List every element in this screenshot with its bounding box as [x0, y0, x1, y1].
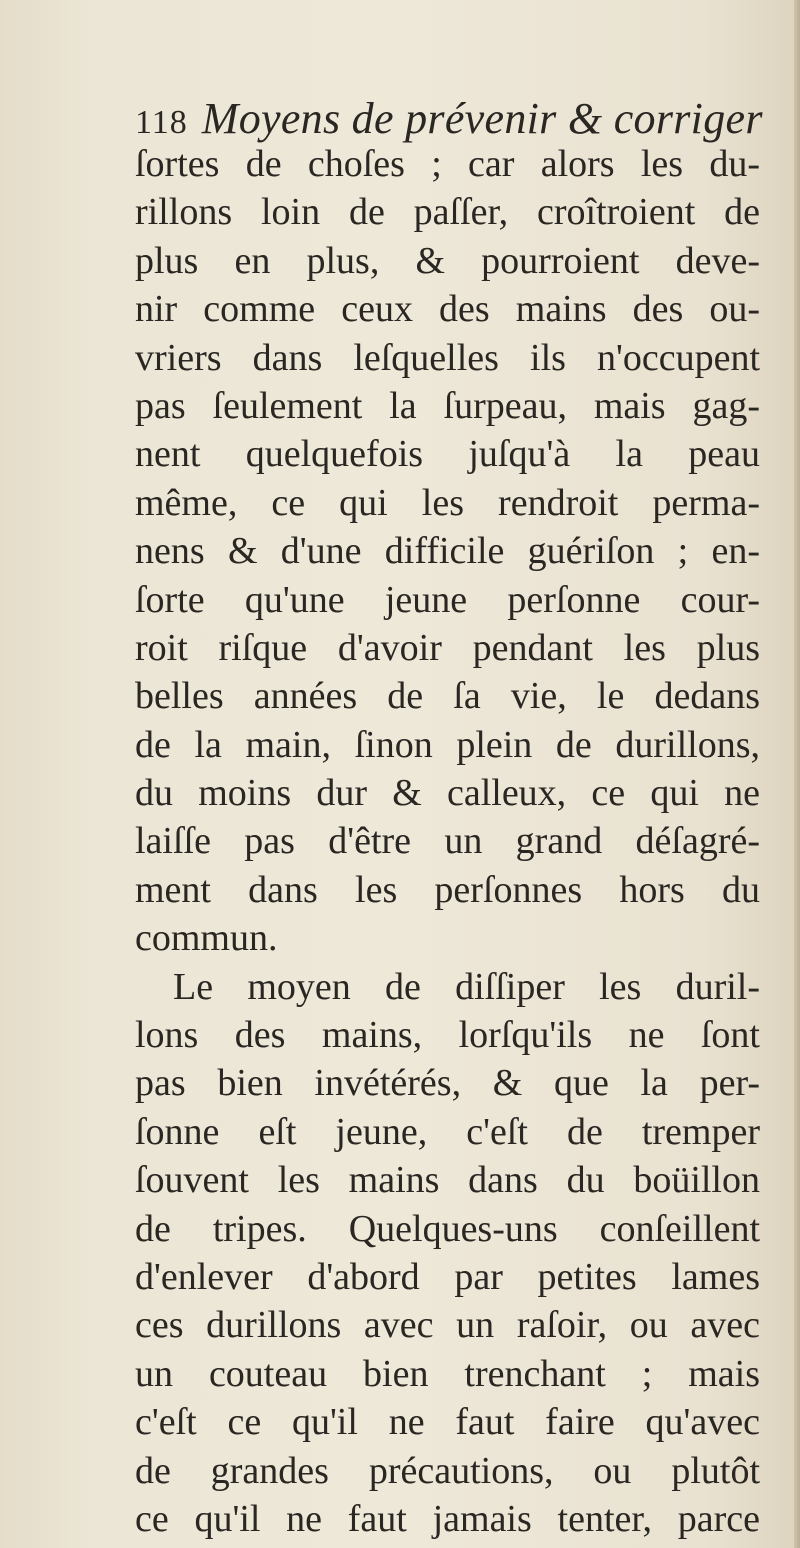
text-line: plus en plus, & pourroient deve-: [135, 239, 760, 282]
text-line: ſouvent les mains dans du boüillon: [135, 1159, 760, 1202]
page-header: [135, 93, 765, 145]
page-number: 118: [135, 104, 188, 141]
text-line: ſonne eſt jeune, c'eſt de tremper: [135, 1110, 760, 1153]
text-line: lons des mains, lorſqu'ils ne ſont: [135, 1014, 760, 1057]
text-line: roit riſque d'avoir pendant les plus: [135, 626, 760, 669]
paragraph-start-line: Le moyen de diſſiper les duril-: [173, 965, 760, 1008]
text-line: nir comme ceux des mains des ou-: [135, 288, 760, 331]
text-line: ſortes de choſes ; car alors les du-: [135, 143, 760, 185]
text-line: d'enlever d'abord par petites lames: [135, 1255, 760, 1298]
text-line: laiſſe pas d'être un grand déſagré-: [135, 820, 760, 863]
text-line: nent quelquefois juſqu'à la peau: [135, 433, 760, 476]
text-line: rillons loin de paſſer, croîtroient de: [135, 191, 760, 234]
text-line: nens & d'une difficile guériſon ; en-: [135, 530, 760, 573]
text-line: même, ce qui les rendroit perma-: [135, 481, 760, 524]
text-line: ces durillons avec un raſoir, ou avec: [135, 1304, 760, 1347]
text-line: vriers dans leſquelles ils n'occupent: [135, 336, 760, 379]
page-edge-shadow: [794, 0, 800, 1548]
text-line: c'eſt ce qu'il ne faut faire qu'avec: [135, 1401, 760, 1444]
text-line: ce qu'il ne faut jamais tenter, parce: [135, 1497, 760, 1540]
running-title: Moyens de prévenir & corriger: [201, 94, 763, 143]
text-line: pas bien invétérés, & que la per-: [135, 1062, 760, 1105]
text-line: de la main, ſinon plein de durillons,: [135, 723, 760, 766]
text-line: de tripes. Quelques-uns conſeillent: [135, 1207, 760, 1250]
text-line: de grandes précautions, ou plutôt: [135, 1449, 760, 1492]
text-line: ſorte qu'une jeune perſonne cour-: [135, 578, 760, 621]
text-line: belles années de ſa vie, le dedans: [135, 675, 760, 718]
text-line: du moins dur & calleux, ce qui ne: [135, 772, 760, 815]
text-line: ment dans les perſonnes hors du: [135, 868, 760, 911]
text-line: pas ſeulement la ſurpeau, mais gag-: [135, 384, 760, 427]
paragraph-end-line: commun.: [135, 917, 278, 960]
text-line: un couteau bien trenchant ; mais: [135, 1352, 760, 1395]
body-text: [135, 140, 760, 1543]
